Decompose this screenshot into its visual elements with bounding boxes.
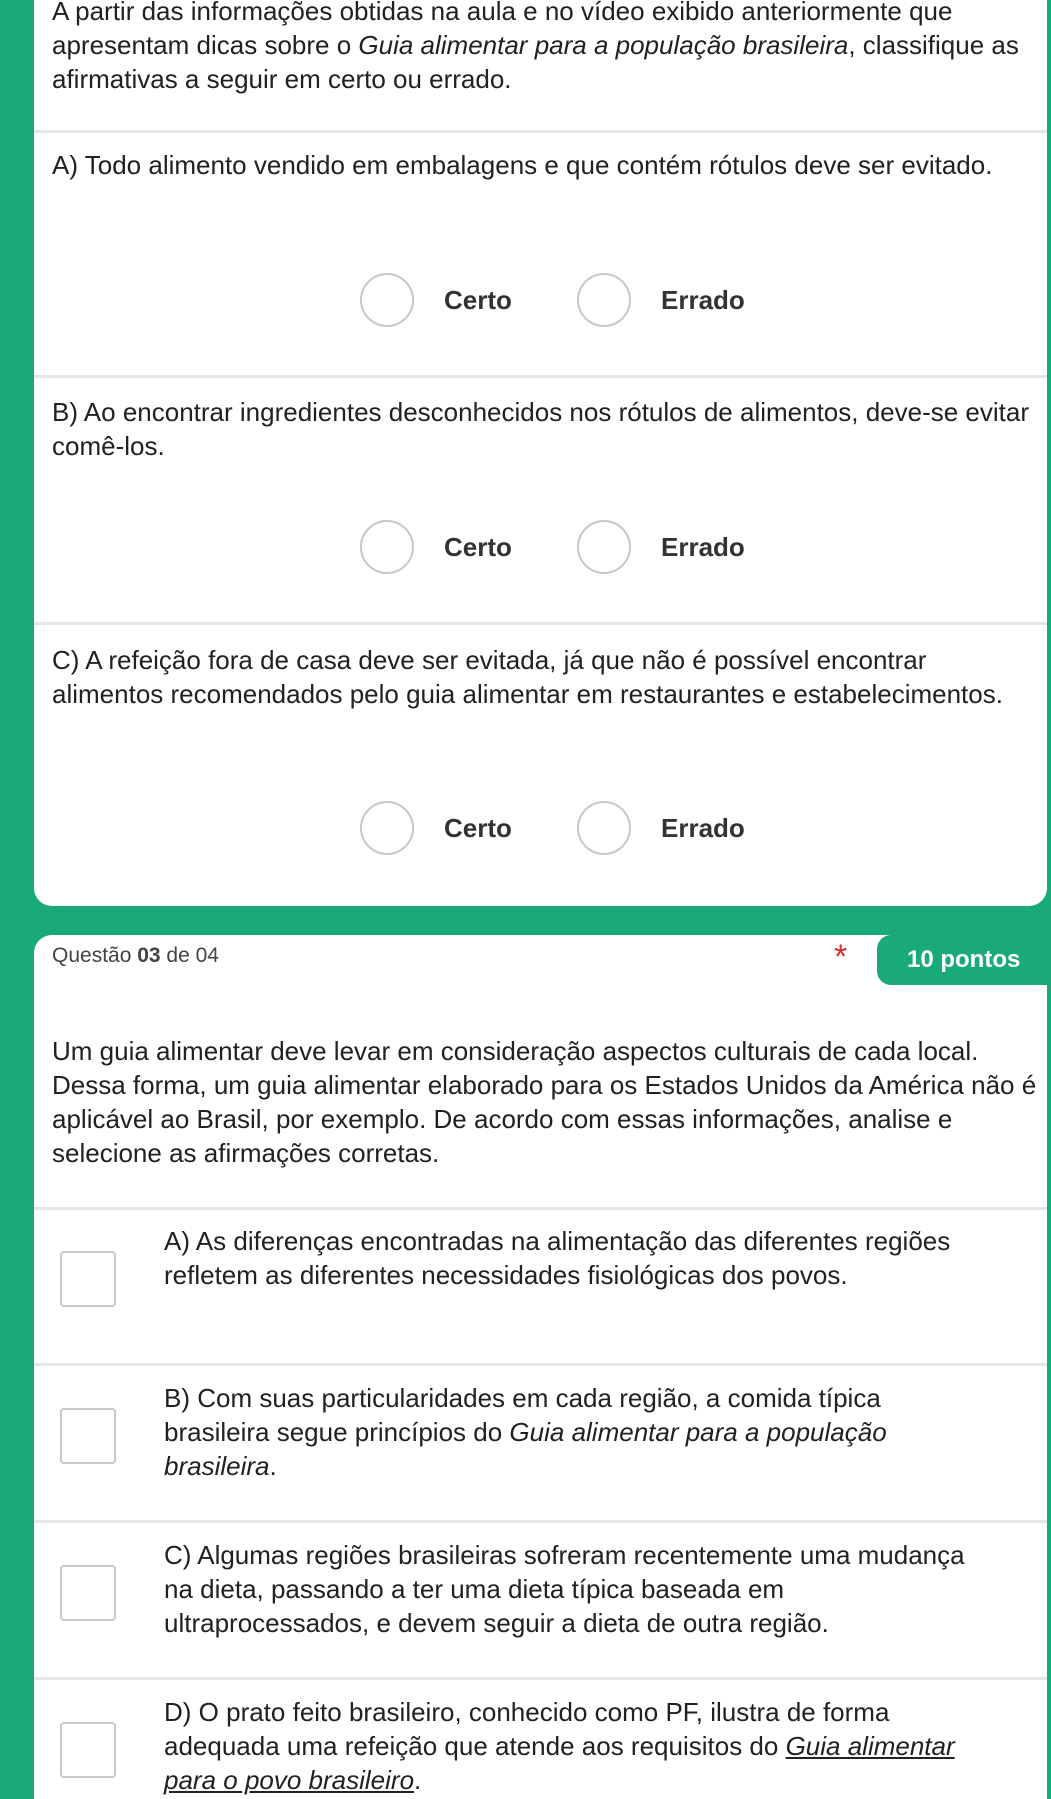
statement-b-options (34, 520, 1047, 580)
option-c-text[interactable]: C) Algumas regiões brasileiras sofreram recentemente uma mudança na dieta, passando a ter uma dieta típica baseada em ultraprocessados, e devem seguir a dieta de outra região. (164, 1540, 965, 1638)
question-2-card (34, 0, 1047, 906)
statement-a-errado-radio[interactable] (577, 273, 631, 327)
divider (34, 622, 1047, 625)
statement-c-options (34, 801, 1047, 861)
statement-c-certo-label[interactable]: Certo (444, 813, 512, 843)
required-asterisk: * (834, 938, 848, 976)
statement-a-certo-radio[interactable] (360, 273, 414, 327)
option-b-text-start: B) Com suas particularidades em cada região, a comida típica brasileira segue princípios do (164, 1383, 881, 1447)
statement-a-options (34, 273, 1047, 333)
intro-guide-title: Guia alimentar para a população brasileira (358, 30, 849, 60)
divider (34, 375, 1047, 378)
option-a-checkbox[interactable] (60, 1251, 116, 1307)
option-d-guide-title: Guia alimentar para o povo brasileiro (164, 1731, 955, 1795)
divider (34, 1207, 1047, 1210)
option-c-checkbox[interactable] (60, 1565, 116, 1621)
option-b-text[interactable] (164, 1381, 987, 1483)
question-number: 03 (137, 944, 161, 967)
option-b-checkbox[interactable] (60, 1408, 116, 1464)
option-d-text-start: D) O prato feito brasileiro, conhecido como PF, ilustra de forma adequada uma refeição que atende aos requisitos do (164, 1697, 890, 1761)
divider (34, 1677, 1047, 1680)
question-counter (52, 941, 219, 971)
intro-text: A partir das informações obtidas na aula e no vídeo exibido anteriormente que apresentam dicas sobre o (52, 0, 953, 60)
question-3-statement: Um guia alimentar deve levar em consideração aspectos culturais de cada local. Dessa forma, um guia alimentar elaborado para os Estados Unidos da América não é aplicável ao Brasil, por exemplo. De acordo com essas informações, analise e selecione as afirmações corretas. (52, 1036, 1037, 1168)
statement-a: A) Todo alimento vendido em embalagens e que contém rótulos deve ser evitado. (52, 150, 993, 180)
intro-text-end: , classifique as afirmativas a seguir em certo ou errado. (52, 30, 1019, 94)
question-total: 04 (195, 944, 219, 967)
statement-c-certo-radio[interactable] (360, 801, 414, 855)
points-badge: 10 pontos (877, 935, 1047, 985)
statement-b-errado-label[interactable]: Errado (661, 532, 745, 562)
option-b-guide-title: Guia alimentar para a população brasileira (164, 1417, 887, 1481)
statement-a-errado-label[interactable]: Errado (661, 285, 745, 315)
question-3-card (34, 935, 1047, 1799)
divider (34, 130, 1047, 133)
statement-b-errado-radio[interactable] (577, 520, 631, 574)
divider (34, 1520, 1047, 1523)
statement-a-certo-label[interactable]: Certo (444, 285, 512, 315)
statement-b: B) Ao encontrar ingredientes desconhecidos nos rótulos de alimentos, deve-se evitar comê-los. (52, 397, 1030, 461)
statement-b-certo-radio[interactable] (360, 520, 414, 574)
statement-c-errado-radio[interactable] (577, 801, 631, 855)
question-counter-mid: de (160, 944, 196, 967)
option-d-text[interactable] (164, 1695, 987, 1797)
option-d-text-end: . (414, 1765, 422, 1795)
statement-c-errado-label[interactable]: Errado (661, 813, 745, 843)
question-2-intro (52, 0, 1037, 96)
option-b-text-end: . (269, 1451, 277, 1481)
statement-c: C) A refeição fora de casa deve ser evitada, já que não é possível encontrar alimentos recomendados pelo guia alimentar em restaurantes e estabelecimentos. (52, 645, 1003, 709)
question-counter-prefix: Questão (52, 944, 138, 967)
option-a-text[interactable]: A) As diferenças encontradas na alimentação das diferentes regiões refletem as diferentes necessidades fisiológicas dos povos. (164, 1226, 951, 1290)
option-d-checkbox[interactable] (60, 1722, 116, 1778)
divider (34, 1363, 1047, 1366)
statement-b-certo-label[interactable]: Certo (444, 532, 512, 562)
